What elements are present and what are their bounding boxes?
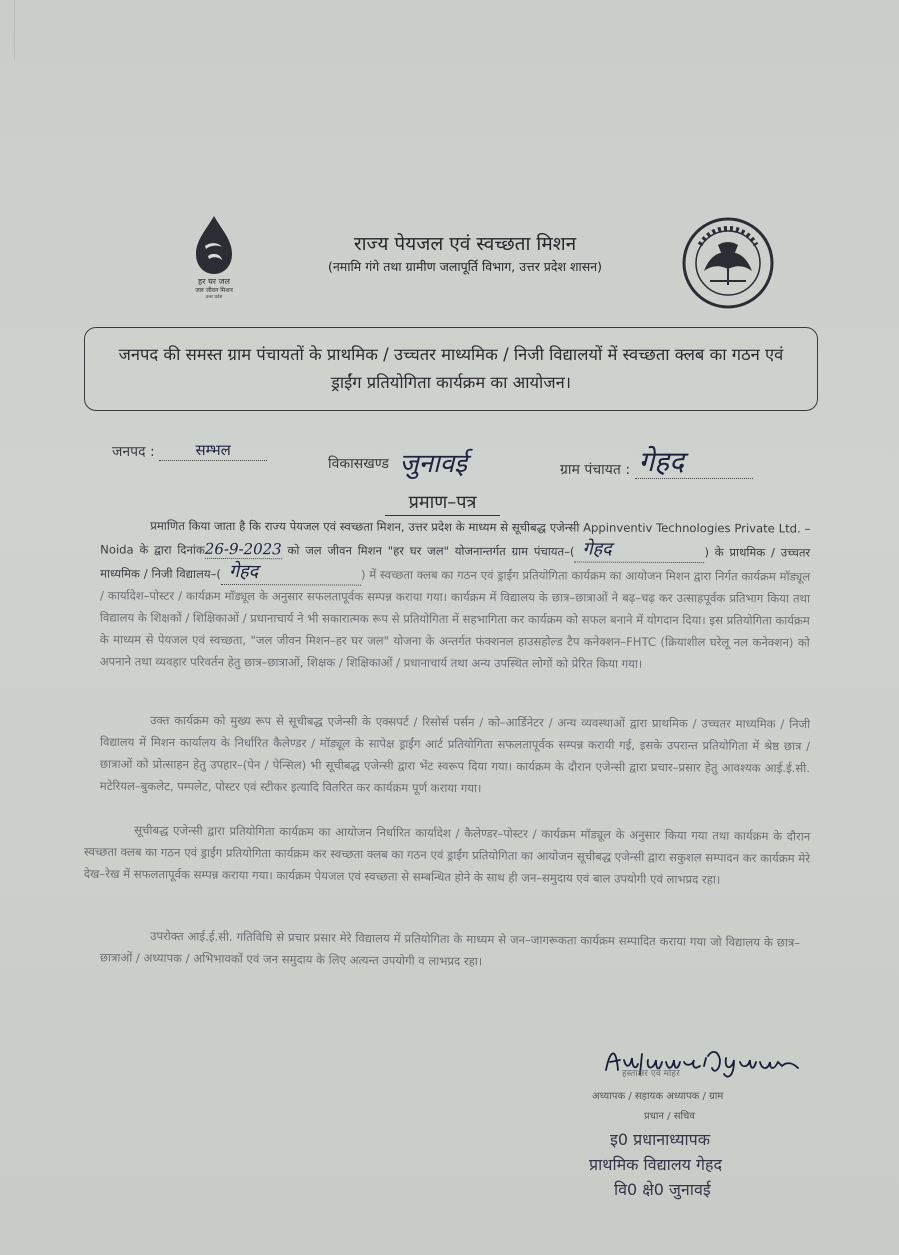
har-ghar-jal-logo (178, 212, 250, 298)
signature-caption: हस्ताक्षर एवं मोहर (622, 1069, 680, 1079)
stamp-line-2: प्राथमिक विद्यालय गेहद (589, 1155, 723, 1174)
designation-line-2: प्रधान / सचिव (644, 1111, 695, 1122)
block-label: विकासखण्ड (328, 456, 389, 472)
p2-text: उक्त कार्यक्रम को मुख्य रूप से सूचीबद्ध एजेन्सी के एक्सपर्ट / रिसोर्स पर्सन / को–आर्डिनेटर / अन्य व्यवस्थाओं द्वारा प्राथमिक / उच्चतर माध्यमिक / निजी विद्यालय में मिशन कार्यालय के निर्धारित कैलेण्डर / मॉड्यूल के सापेक्ष ड्राईंग आर्ट प्रतियोगिता सफलतापूर्वक सम्पन्न करायी गई, इसके उपरान्त प्रतियोगिता में श्रेष्ठ छात्र / छात्राओं को प्रोत्साहन हेतु उपहार–(पेन / पेन्सिल) भी सूचीबद्ध एजेन्सी द्वारा भेंट स्वरूप दिया गया। कार्यक्रम के दौरान एजेन्सी द्वारा प्रचार–प्रसार हेतु आवश्यक आई.ई.सी. मटेरियल–बुकलेट, पम्पलेट, पोस्टर एवं स्टीकर इत्यादि वितरित कर कार्यक्रम पूर्ण कराया गया। (99, 713, 811, 796)
stamp-line-3: वि0 क्षे0 जुनावई (614, 1180, 711, 1199)
org-subtitle: (नमामि गंगे तथा ग्रामीण जलापूर्ति विभाग, उत्तर प्रदेश शासन) (327, 259, 602, 274)
svg-text:उत्तर प्रदेश: उत्तर प्रदेश (205, 295, 223, 298)
school-value: गेहद (228, 561, 259, 583)
p1-part-d: ) में स्वच्छता क्लब का गठन एवं ड्राईंग प्रतियोगिता कार्यक्रम का आयोजन मिशन द्वारा निर्गत कार्यक्रम मॉड्यूल / कार्यादेश–पोस्टर / कार्यक्रम मॉड्यूल के अनुसार सफलतापूर्वक सम्पन्न कराया गया। कार्यक्रम में विद्यालय के छात्र–छात्राओं ने बढ़–चढ़ कर उत्साहपूर्वक प्रतिभाग किया तथा विद्यालय के शिक्षकों / शिक्षिकाओं / प्रधानाचार्य ने भी सकारात्मक रूप से प्रतियोगिता में सहभागिता कर कार्यक्रम को सफल बनाने में योगदान दिया। इस प्रतियोगिता कार्यक्रम के माध्यम से पेयजल एवं स्वच्छता, "जल जीवन मिशन–हर घर जल" योजना के अन्तर्गत फंक्शनल हाउसहोल्ड टैप कनेक्शन–FHTC (क्रियाशील घरेलू नल कनेक्शन) को अपनाने तथा व्यवहार परिवर्तन हेतु छात्र–छात्राओं, शिक्षक / शिक्षिकाओं / प्रधानाचार्य तथा अन्य उपस्थित लोगों को प्रेरित किया गया। (99, 567, 811, 671)
p1-part-b: को जल जीवन मिशन "हर घर जल" योजनान्तर्गत ग्राम पंचायत–( (287, 543, 575, 559)
stamp-line-1: इ0 प्रधानाध्यापक (610, 1130, 711, 1149)
subject-box: जनपद की समस्त ग्राम पंचायतों के प्राथमिक / उच्चतर माध्यमिक / निजी विद्यालयों में स्वच्छता क्लब का गठन एवं ड्राईंग प्रतियोगिता कार्यक्रम का आयोजन। (84, 327, 818, 411)
district-label: जनपद : (112, 444, 155, 460)
logo-left-text: हर घर जल (198, 277, 230, 286)
panchayat-field (560, 440, 753, 479)
panchayat-value: गेहद (638, 445, 685, 478)
up-govt-emblem (680, 215, 776, 311)
block-value: जुनावई (399, 449, 467, 479)
panchayat-label: ग्राम पंचायत : (560, 462, 631, 478)
program-date: 26-9-2023 (204, 539, 282, 559)
body-paragraph-1 (100, 514, 811, 675)
p1-part-a: प्रमाणित किया जाता है कि राज्य पेयजल एवं स्वच्छता मिशन, उत्तर प्रदेश के माध्यम से सूचीबद्ध एजेन्सी Appinventiv Technologies Private Ltd. – Noida के द्वारा दिनांक (100, 518, 811, 557)
svg-text:जल जीवन मिशन: जल जीवन मिशन (195, 287, 233, 294)
district-field (112, 440, 267, 461)
p3-text: सूचीबद्ध एजेन्सी द्वारा प्रतियोगिता कार्यक्रम का आयोजन निर्धारित कार्यादेश / कैलेण्डर–पोस्टर / कार्यक्रम मॉड्यूल के अनुसार किया गया तथा कार्यक्रम के दौरान स्वच्छता क्लब का गठन एवं ड्राईंग प्रतियोगिता कार्यक्रम कर स्वच्छता क्लब का गठन एवं ड्राईंग प्रतियोगिता का आयोजन सूचीबद्ध एजेन्सी द्वारा सकुशल सम्पादन कर कार्यक्रम मेरे देख–रेख में सफलतापूर्वक सम्पन्न कराया गया। कार्यक्रम पेयजल एवं स्वच्छता से सम्बन्धित होने के साथ ही जन–समुदाय एवं बाल उपयोगी एवं लाभप्रद रहा। (83, 822, 811, 887)
p4-text: उपरोक्त आई.ई.सी. गतिविधि से प्रचार प्रसार मेरे विद्यालय में प्रतियोगिता के माध्यम से जन–जागरूकता कार्यक्रम सम्पादित कराया गया जो विद्यालय के छात्र–छात्राओं / अध्यापक / अभिभावकों एवं जन समुदाय के लिए अत्यन्त उपयोगी व लाभप्रद रहा। (99, 928, 801, 969)
body-paragraph-4 (100, 924, 800, 975)
district-value: सम्भल (195, 441, 231, 459)
body-paragraph-3 (84, 819, 811, 892)
gram-panchayat-value: गेहद (582, 538, 612, 560)
org-title: राज्य पेयजल एवं स्वच्छता मिशन (353, 233, 577, 255)
block-field (328, 440, 467, 479)
certificate-title: प्रमाण–पत्र (385, 490, 500, 516)
designation-line-1: अध्यापक / सहायक अध्यापक / ग्राम (592, 1091, 724, 1102)
p1-part-c: ) के प्राथमिक / उच्चतर माध्यमिक / निजी विद्यालय–( (100, 545, 811, 581)
page-fold (0, 0, 15, 60)
body-paragraph-2 (100, 709, 811, 801)
